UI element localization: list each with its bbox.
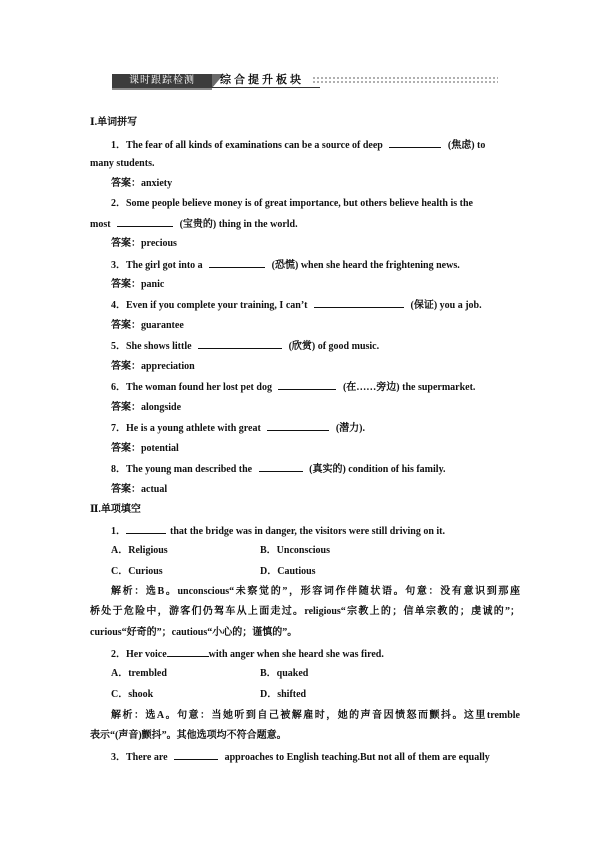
s1-explanation-line3: curious“好奇的”；cautious“小心的；谨慎的”。: [90, 627, 298, 638]
s1-option-c[interactable]: C．Curious: [111, 566, 163, 577]
s1-option-d[interactable]: D．Cautious: [260, 566, 316, 577]
q3-blank[interactable]: [209, 258, 265, 268]
q8-line: [111, 462, 541, 476]
q7-text-a: 7．He is a young athlete with great: [111, 423, 261, 434]
q2-answer: 答案：precious: [111, 238, 177, 249]
s3-blank[interactable]: [174, 750, 218, 760]
q2-text-b: (宝贵的) thing in the world.: [179, 219, 298, 230]
s1-explanation-line2: 桥处于危险中，游客们仍驾车从上面走过。religious“宗教上的；信单宗教的；虔诚的”；: [90, 606, 520, 617]
q1-line1: [111, 138, 541, 152]
q7-line: [111, 421, 541, 435]
s3-text-a: 3．There are: [111, 752, 168, 763]
q2-line1: 2．Some people believe money is of great importance, but others believe health is the: [111, 198, 473, 209]
s2-option-a[interactable]: A．trembled: [111, 668, 167, 679]
s1-number: 1．: [111, 526, 126, 537]
s2-stem: [111, 647, 541, 661]
s1-stem: [111, 524, 541, 538]
q1-answer: 答案：anxiety: [111, 178, 173, 189]
s3-text-b: approaches to English teaching.But not all of them are equally: [224, 752, 490, 763]
q2-text-a: most: [90, 219, 111, 230]
q8-blank[interactable]: [259, 462, 303, 472]
q6-text-a: 6．The woman found her lost pet dog: [111, 382, 272, 393]
banner-dotted-strip: [312, 76, 498, 85]
s1-stem-text: that the bridge was in danger, the visitors were still driving on it.: [170, 526, 446, 537]
q5-answer: 答案：appreciation: [111, 361, 195, 372]
q8-answer: 答案：actual: [111, 484, 168, 495]
s1-blank[interactable]: [126, 524, 166, 534]
s2-blank[interactable]: [167, 647, 209, 657]
q4-blank[interactable]: [314, 298, 404, 308]
section-banner: [112, 73, 498, 89]
banner-underline: [212, 87, 320, 88]
q1-line2: many students.: [90, 158, 155, 169]
q7-blank[interactable]: [267, 421, 329, 431]
banner-title: 综合提升板块: [220, 73, 304, 86]
q5-text-b: (欣赏) of good music.: [288, 341, 380, 352]
q5-blank[interactable]: [198, 339, 282, 349]
s2-option-d[interactable]: D．shifted: [260, 689, 307, 700]
q5-text-a: 5．She shows little: [111, 341, 192, 352]
q2-blank[interactable]: [117, 217, 173, 227]
q8-text-a: 8．The young man described the: [111, 464, 253, 475]
section-title-single-choice: Ⅱ.单项填空: [90, 504, 141, 515]
q6-answer: 答案：alongside: [111, 402, 182, 413]
q5-line: [111, 339, 541, 353]
s2-option-c[interactable]: C．shook: [111, 689, 154, 700]
q6-blank[interactable]: [278, 380, 336, 390]
q2-line2: [90, 217, 520, 231]
q4-text-a: 4．Even if you complete your training, I can’t: [111, 300, 308, 311]
q6-line: [111, 380, 541, 394]
q7-text-b: (潜力).: [335, 423, 365, 434]
q7-answer: 答案：potential: [111, 443, 179, 454]
s2-text-a: 2．Her voice: [111, 649, 167, 660]
q3-line: [111, 258, 541, 272]
s3-stem: [111, 750, 520, 764]
q3-answer: 答案：panic: [111, 279, 165, 290]
s2-explanation-line1: 解析：选A。句意：当她听到自己被解雇时，她的声音因愤怒而颤抖。这里tremble: [111, 710, 520, 721]
banner-tab: 课时跟踪检测: [112, 74, 212, 90]
s2-text-b: with anger when she heard she was fired.: [208, 649, 384, 660]
q4-answer: 答案：guarantee: [111, 320, 184, 331]
s1-option-a[interactable]: A．Religious: [111, 545, 168, 556]
q1-blank[interactable]: [389, 138, 441, 148]
s1-explanation-line1: 解析：选B。unconscious“未察觉的”，形容词作伴随状语。句意：没有意识到那座: [111, 586, 520, 597]
s2-explanation-line2: 表示“(声音)颤抖”。其他选项均不符合题意。: [90, 730, 287, 741]
s1-option-b[interactable]: B．Unconscious: [260, 545, 331, 556]
q1-hint: (焦虑) to: [447, 140, 486, 151]
section-title-spelling: Ⅰ.单词拼写: [90, 117, 138, 128]
q3-text-a: 3．The girl got into a: [111, 260, 203, 271]
q4-text-b: (保证) you a job.: [410, 300, 482, 311]
q3-text-b: (恐慌) when she heard the frightening news.: [271, 260, 460, 271]
q8-text-b: (真实的) condition of his family.: [309, 464, 446, 475]
s2-option-b[interactable]: B．quaked: [260, 668, 309, 679]
q1-text: 1．The fear of all kinds of examinations can be a source of deep: [111, 140, 383, 151]
q4-line: [111, 298, 541, 312]
q6-text-b: (在……旁边) the supermarket.: [342, 382, 476, 393]
